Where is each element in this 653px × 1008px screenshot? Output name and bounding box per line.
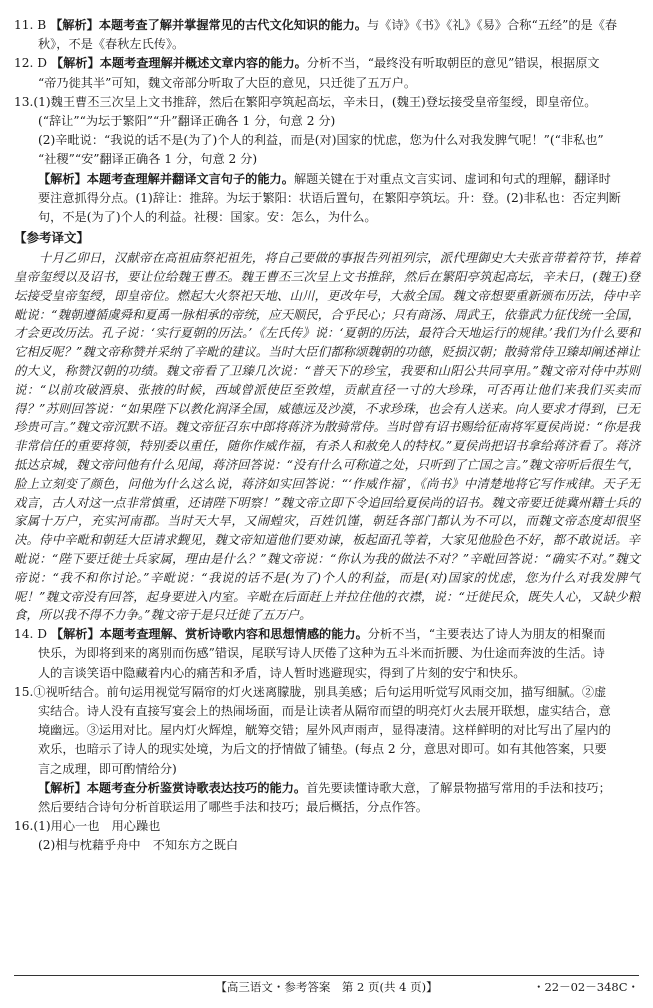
answer-13-analysis-2: 要注意抓得分点。(1)辞让：推辞。为坛于繁阳：状语后置句，在繁阳亭筑坛。升：登。(2)非私也：否定判断	[38, 190, 621, 205]
answer-14-text-2: 快乐，为即将到来的离别而伤感”错误，尾联写诗人厌倦了这种为五斗米而折腰、为仕途而奔波的生活。诗	[38, 646, 605, 661]
reference-translation-body: 十月乙卯日，汉献帝在高祖庙祭祀祖先，将自己要做的事报告列祖列宗，派代理御史大夫张音带着符节，捧着皇帝玺绶以及诏书，要让位给魏王曹丕。魏王曹丕三次呈上文书推辞，然后在繁阳亭筑起高坛，辛未日，(魏王)登坛接受皇帝玺绶，即皇帝位。燃起大火祭祀天地、山川，更改年号，大赦全国。魏文帝想要重新颁布历法，侍中辛毗说：“魏朝遵循虞舜和夏禹一脉相承的帝统，应天顺民，合乎民心；只有商汤、周武王，依靠武力征伐统一全国，才会更改历法。孔子说：‘实行夏朝的历法。’《左氏传》说：‘夏朝的历法，最符合天地运行的规律。’我们为什么要和它相反呢？”魏文帝称赞并采纳了辛毗的建议。当时大臣们都称颂魏朝的功德，贬损汉朝；散骑常侍卫臻却阐述禅让的大义，称赞汉朝的功绩。魏文帝看了卫臻几次说：“普天下的珍宝，我要和山阳公共同享用。”魏文帝对侍中苏则说：“以前攻破酒泉、张掖的时候，西域曾派使臣至敦煌，贡献直径一寸的大珍珠，可否再让他们来我们买卖而得？”苏则回答说：“如果陛下以教化润泽全国，威德远及沙漠，不求珍珠，也会有人送来。向人要求才得到，已无珍贵可言。”魏文帝沉默不语。魏文帝征召东中郎将蒋济为散骑常侍。当时曾有诏书赐给征南将军夏侯尚说：“你是我非常信任的重要将领，特别委以重任，随你作威作福，有杀人和赦免人的特权。”夏侯尚把诏书拿给蒋济看了。蒋济抵达京城，魏文帝问他有什么见闻，蒋济回答说：“没有什么可称道之处，只听到了亡国之言。”魏文帝听后很生气，脸上立刻变了颜色，问他为什么这么说，蒋济如实回答说：“‘作威作福’，《尚书》中清楚地将它写作戒律。天子无戏言，古人对这一点非常慎重，还请陛下明察！”魏文帝立即下令追回给夏侯尚的诏书。魏文帝要迁徙冀州籍士兵的家属十万户，充实河南郡。当时天大旱，又闹蝗灾，百姓饥馑，朝廷各部门都认为不可以，而魏文帝态度却很坚决。侍中辛毗和朝廷大臣请求觐见，魏文帝知道他们要劝谏，板起面孔等着，大家见他脸色不好，都不敢说话。辛毗说：“陛下要迁徙士兵家属，理由是什么？”魏文帝说：“你认为我的做法不对？”辛毗回答说：“确实不对。”魏文帝说：“我不和你讨论。”辛毗说：“我说的话不是(为了)个人的利益，而是(对)国家的忧虑，您为什么对我发脾气呢！”魏文帝没有回答，起身要进入内室。辛毗在后面赶上并拉住他的衣襟，说：“迁徙民众，既失人心，又缺少粮食，所以我不得不力争。”魏文帝于是只迁徙了五万户。	[14, 250, 640, 623]
answer-14-number: 14. D	[14, 627, 48, 642]
answer-13-analysis-tag: 【解析】本题考查理解并翻译文言句子的能力。	[38, 171, 294, 186]
answer-16-number: 16.	[14, 819, 34, 834]
answer-13-number: 13.	[14, 94, 34, 109]
answer-15-text-1: ①视听结合。前句运用视觉写隔帘的灯火迷离朦胧，别具美感；后句运用听觉写风雨交加，描写细腻。②虚	[33, 684, 607, 699]
answer-11-text: 与《诗》《书》《礼》《易》合称“五经”的是《春	[366, 18, 618, 32]
page-footer	[14, 975, 639, 998]
answer-13-text-1: (1)魏王曹丕三次呈上文书推辞，然后在繁阳亭筑起高坛，辛未日，(魏王)登坛接受皇帝玺绶，即皇帝位。	[33, 94, 597, 109]
answer-15-text-5: 言之成理，即可酌情给分)	[38, 761, 177, 776]
answer-13-analysis-1: 解题关键在于对重点文言实词、虚词和句式的理解，翻译时	[293, 171, 611, 186]
answer-14-text-3: 人的言谈笑语中隐藏着内心的痛苦和矛盾，诗人暂时逃避现实，得到了片刻的安宁和快乐。	[38, 665, 526, 680]
answer-11-continuation: 秋》，不是《春秋左氏传》。	[38, 37, 185, 52]
answer-14-text-1: 分析不当，“主要表达了诗人为朋友的相聚而	[367, 627, 606, 642]
answer-15-text-2: 实结合。诗人没有直接写宴会上的热闹场面，而是让读者从隔帘而望的明亮灯火去展开联想，虚实结合，意	[38, 703, 611, 718]
answer-12-continuation: “帝乃徙其半”可知，魏文帝部分听取了大臣的意见，只迁徙了五万户。	[38, 75, 417, 90]
answer-16	[14, 817, 640, 836]
answer-16-text-2: (2)相与枕藉乎舟中 不知东方之既白	[38, 838, 239, 853]
answer-14	[14, 625, 640, 644]
answer-12-number: 12. D	[14, 56, 48, 71]
answer-15-text-3: 境幽远。③运用对比。屋内灯火辉煌，觥筹交错；屋外风声雨声，显得凄清。这样鲜明的对比写出了屋内的	[38, 723, 611, 738]
answer-13-line-3: (2)辛毗说：“我说的话不是(为了)个人的利益，而是(对)国家的忧虑，您为什么对我发脾气呢！”(“非私也”	[38, 133, 604, 148]
answer-12-text: 分析不当，“最终没有听取朝臣的意见”错误，根据原文	[306, 56, 600, 71]
answer-11-analysis-tag: 【解析】本题考查了解并掌握常见的古代文化知识的能力。	[50, 18, 367, 32]
footer-code: ・22－02－348C・	[532, 980, 639, 994]
answer-15-analysis	[14, 779, 640, 798]
answer-15-text-4: 欢乐，也暗示了诗人的现实处境，为后文的抒情做了铺垫。(每点 2 分，意思对即可。如有其他答案，只要	[38, 742, 607, 757]
answer-13-line-4: “社稷”“安”翻译正确各 1 分，句意 2 分)	[38, 152, 258, 167]
footer-page-info: 【高三语文・参考答案 第 2 页(共 4 页)】	[215, 980, 438, 994]
answer-15-analysis-tag: 【解析】本题考查分析鉴赏诗歌表达技巧的能力。	[38, 780, 307, 795]
answer-13-analysis-3: 句，不是(为了)个人的利益。社稷：国家。安：怎么，为什么。	[38, 210, 377, 225]
answer-15-analysis-1: 首先要读懂诗歌大意，了解景物描写常用的手法和技巧；	[306, 780, 611, 795]
answer-13-line-1	[14, 93, 640, 112]
answer-16-text-1: (1)用心一也 用心躁也	[33, 819, 161, 834]
answer-12-analysis-tag: 【解析】本题考查理解并概述文章内容的能力。	[50, 56, 307, 71]
answer-13-analysis	[14, 170, 640, 189]
answer-11	[14, 16, 640, 35]
answer-12	[14, 54, 640, 73]
answer-15	[14, 683, 640, 702]
answer-11-number: 11. B	[14, 18, 47, 32]
answer-14-analysis-tag: 【解析】本题考查理解、赏析诗歌内容和思想情感的能力。	[50, 627, 368, 642]
answer-13-line-2: (“辞让”“为坛于繁阳”“升”翻译正确各 1 分，句意 2 分)	[38, 114, 336, 129]
answer-content	[14, 16, 640, 856]
answer-15-analysis-2: 然后要结合诗句分析首联运用了哪些手法和技巧；最后概括，分点作答。	[38, 800, 428, 814]
reference-translation-title: 【参考译文】	[14, 230, 90, 246]
answer-15-number: 15.	[14, 684, 34, 699]
